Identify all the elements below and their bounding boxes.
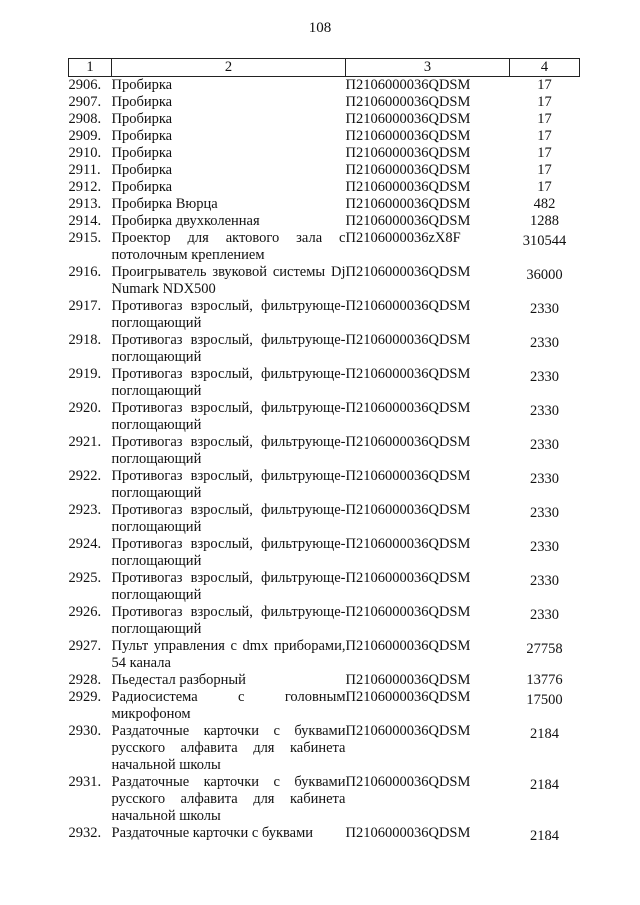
table-row: [69, 723, 580, 774]
item-code: П2106000036QDSM: [345, 689, 471, 705]
item-code: П2106000036QDSM: [345, 366, 471, 382]
item-code: П2106000036QDSM: [345, 179, 471, 195]
row-number: 2930.: [68, 723, 102, 739]
table-row: [69, 162, 580, 179]
item-name: Пробирка: [111, 145, 173, 161]
item-name: Проигрыватель звуковой системы Dj Numark NDX500: [111, 264, 346, 297]
row-number: 2915.: [68, 230, 102, 246]
table-row: [69, 774, 580, 825]
header-col-code: 3: [346, 59, 510, 77]
item-quantity: 17: [537, 77, 552, 93]
item-quantity: 2330: [530, 437, 559, 453]
table-row: [69, 94, 580, 111]
table-row: [69, 264, 580, 298]
item-name: Пробирка Вюрца: [111, 196, 218, 212]
table-row: [69, 230, 580, 264]
item-quantity: 2184: [530, 777, 559, 793]
item-code: П2106000036QDSM: [345, 825, 471, 841]
row-number: 2926.: [68, 604, 102, 620]
item-quantity: 2330: [530, 369, 559, 385]
item-code: П2106000036QDSM: [345, 111, 471, 127]
item-quantity: 13776: [526, 672, 563, 688]
row-number: 2916.: [68, 264, 102, 280]
item-code: П2106000036QDSM: [345, 434, 471, 450]
item-name: Противогаз взрослый, фильтрующе-поглощающий: [111, 502, 346, 535]
table-row: [69, 128, 580, 145]
row-number: 2918.: [68, 332, 102, 348]
row-number: 2911.: [68, 162, 101, 178]
inventory-table: [68, 58, 580, 845]
table-row: [69, 604, 580, 638]
table-header: [69, 59, 580, 77]
row-number: 2921.: [68, 434, 102, 450]
item-quantity: 17: [537, 179, 552, 195]
item-quantity: 2330: [530, 505, 559, 521]
table-row: [69, 111, 580, 128]
item-quantity: 17: [537, 128, 552, 144]
table-row: [69, 434, 580, 468]
item-quantity: 17500: [526, 692, 563, 708]
item-name: Противогаз взрослый, фильтрующе-поглощающий: [111, 604, 346, 637]
item-quantity: 1288: [530, 213, 559, 229]
row-number: 2908.: [68, 111, 102, 127]
item-code: П2106000036QDSM: [345, 196, 471, 212]
row-number: 2924.: [68, 536, 102, 552]
table-row: [69, 502, 580, 536]
item-code: П2106000036QDSM: [345, 162, 471, 178]
item-quantity: 36000: [526, 267, 563, 283]
table-row: [69, 196, 580, 213]
item-code: П2106000036QDSM: [345, 570, 471, 586]
row-number: 2925.: [68, 570, 102, 586]
row-number: 2910.: [68, 145, 102, 161]
item-quantity: 17: [537, 162, 552, 178]
header-row: [69, 59, 580, 77]
row-number: 2912.: [68, 179, 102, 195]
item-name: Противогаз взрослый, фильтрующе-поглощающий: [111, 366, 346, 399]
table-row: [69, 77, 580, 95]
item-code: П2106000036QDSM: [345, 774, 471, 790]
row-number: 2927.: [68, 638, 102, 654]
item-quantity: 17: [537, 94, 552, 110]
row-number: 2907.: [68, 94, 102, 110]
item-name: Пробирка: [111, 179, 173, 195]
item-name: Радиосистема с головным микрофоном: [111, 689, 346, 722]
table-row: [69, 570, 580, 604]
item-code: П2106000036QDSM: [345, 264, 471, 280]
table-row: [69, 145, 580, 162]
item-quantity: 17: [537, 111, 552, 127]
header-col-quantity: 4: [510, 59, 580, 77]
item-name: Пробирка: [111, 77, 173, 93]
item-quantity: 2330: [530, 573, 559, 589]
table-row: [69, 672, 580, 689]
table-row: [69, 689, 580, 723]
row-number: 2929.: [68, 689, 102, 705]
table-row: [69, 825, 580, 845]
item-name: Раздаточные карточки с буквами русского алфавита для кабинета начальной школы: [111, 774, 346, 824]
row-number: 2909.: [68, 128, 102, 144]
row-number: 2919.: [68, 366, 102, 382]
table-body: [69, 77, 580, 846]
item-code: П2106000036QDSM: [345, 145, 471, 161]
page-number: 108: [308, 20, 332, 36]
row-number: 2914.: [68, 213, 102, 229]
table-row: [69, 366, 580, 400]
item-quantity: 482: [533, 196, 556, 212]
item-code: П2106000036QDSM: [345, 128, 471, 144]
item-quantity: 2184: [530, 828, 559, 844]
item-code: П2106000036QDSM: [345, 77, 471, 93]
item-quantity: 17: [537, 145, 552, 161]
item-code: П2106000036QDSM: [345, 604, 471, 620]
row-number: 2913.: [68, 196, 102, 212]
item-code: П2106000036QDSM: [345, 213, 471, 229]
row-number: 2922.: [68, 468, 102, 484]
item-name: Пробирка: [111, 94, 173, 110]
item-quantity: 2330: [530, 607, 559, 623]
row-number: 2920.: [68, 400, 102, 416]
item-name: Противогаз взрослый, фильтрующе-поглощающий: [111, 332, 346, 365]
item-code: П2106000036QDSM: [345, 468, 471, 484]
row-number: 2931.: [68, 774, 102, 790]
header-col-number: 1: [69, 59, 112, 77]
item-code: П2106000036QDSM: [345, 332, 471, 348]
item-quantity: 2330: [530, 335, 559, 351]
row-number: 2932.: [68, 825, 102, 841]
item-name: Пробирка двухколенная: [111, 213, 260, 229]
header-col-name: 2: [112, 59, 346, 77]
item-quantity: 2330: [530, 403, 559, 419]
item-quantity: 2184: [530, 726, 559, 742]
item-quantity: 2330: [530, 471, 559, 487]
item-code: П2106000036QDSM: [345, 94, 471, 110]
item-code: П2106000036zX8F: [345, 230, 461, 246]
item-code: П2106000036QDSM: [345, 723, 471, 739]
item-quantity: 2330: [530, 539, 559, 555]
row-number: 2923.: [68, 502, 102, 518]
item-name: Пьедестал разборный: [111, 672, 246, 688]
item-code: П2106000036QDSM: [345, 638, 471, 654]
item-name: Противогаз взрослый, фильтрующе-поглощающий: [111, 468, 346, 501]
item-code: П2106000036QDSM: [345, 400, 471, 416]
item-name: Раздаточные карточки с буквами: [111, 825, 314, 841]
item-code: П2106000036QDSM: [345, 298, 471, 314]
item-name: Противогаз взрослый, фильтрующе-поглощающий: [111, 570, 346, 603]
item-name: Противогаз взрослый, фильтрующе-поглощающий: [111, 400, 346, 433]
table-row: [69, 468, 580, 502]
item-quantity: 27758: [526, 641, 563, 657]
item-name: Пульт управления с dmx приборами, 54 канала: [111, 638, 346, 671]
item-name: Раздаточные карточки с буквами русского алфавита для кабинета начальной школы: [111, 723, 346, 773]
item-name: Проектор для актового зала с потолочным креплением: [111, 230, 346, 263]
item-name: Пробирка: [111, 162, 173, 178]
item-name: Противогаз взрослый, фильтрующе-поглощающий: [111, 536, 346, 569]
item-name: Противогаз взрослый, фильтрующе-поглощающий: [111, 298, 346, 331]
table-row: [69, 298, 580, 332]
table-row: [69, 638, 580, 672]
table-row: [69, 179, 580, 196]
item-quantity: 2330: [530, 301, 559, 317]
item-name: Противогаз взрослый, фильтрующе-поглощающий: [111, 434, 346, 467]
item-name: Пробирка: [111, 128, 173, 144]
table-row: [69, 400, 580, 434]
row-number: 2917.: [68, 298, 102, 314]
table-row: [69, 213, 580, 230]
table-row: [69, 332, 580, 366]
row-number: 2928.: [68, 672, 102, 688]
item-code: П2106000036QDSM: [345, 672, 471, 688]
item-quantity: 310544: [522, 233, 567, 249]
table-row: [69, 536, 580, 570]
row-number: 2906.: [68, 77, 102, 93]
item-code: П2106000036QDSM: [345, 536, 471, 552]
item-code: П2106000036QDSM: [345, 502, 471, 518]
item-name: Пробирка: [111, 111, 173, 127]
